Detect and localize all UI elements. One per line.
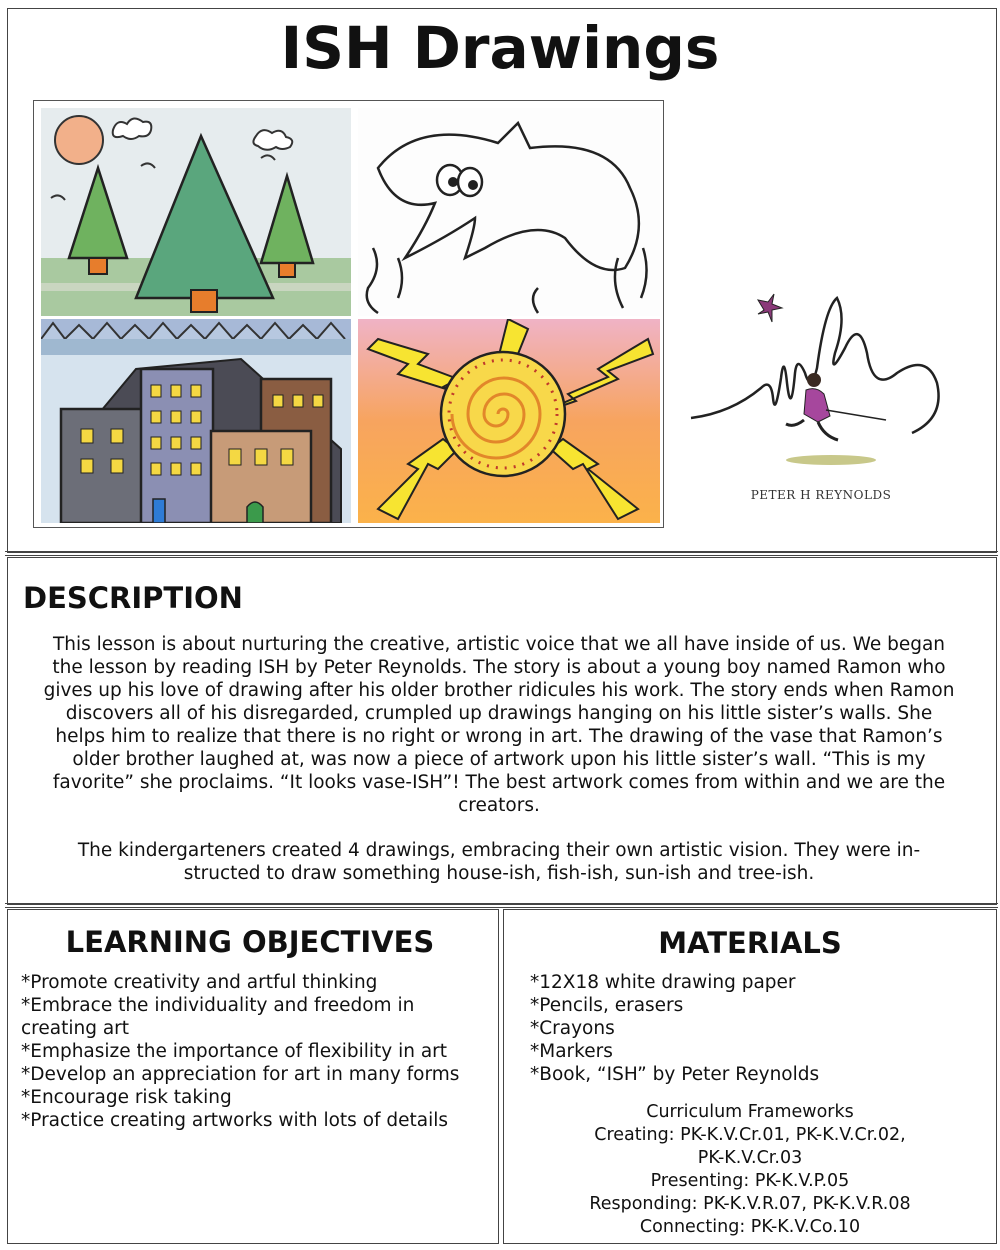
objectives-heading: LEARNING OBJECTIVES [65, 925, 435, 959]
description-heading: DESCRIPTION [23, 581, 243, 615]
materials-heading: MATERIALS [658, 926, 842, 960]
list-item: *Practice creating artworks with lots of details [21, 1110, 449, 1131]
tree-drawing [41, 108, 351, 316]
fish-drawing [358, 108, 660, 316]
section-divider [5, 551, 998, 556]
list-item: *Develop an appreciation for art in many forms [21, 1064, 460, 1085]
book-author: PETER H REYNOLDS [750, 488, 892, 502]
list-item: *Pencils, erasers [530, 995, 684, 1016]
house-drawing [41, 319, 351, 523]
framework-line: Creating: PK-K.V.Cr.01, PK-K.V.Cr.02, PK-K.V.Cr.03 [594, 1125, 906, 1168]
list-item: *Crayons [530, 1018, 615, 1039]
curriculum-frameworks [503, 1101, 997, 1239]
list-item: *12X18 white drawing paper [530, 972, 796, 993]
materials-list [530, 971, 980, 1086]
framework-line: Responding: PK-K.V.R.07, PK-K.V.R.08 [589, 1194, 911, 1214]
book-cover-image [686, 280, 956, 520]
list-item: *Embrace the individuality and freedom in creating art [21, 995, 415, 1039]
list-item: *Book, “ISH” by Peter Reynolds [530, 1064, 820, 1085]
list-item: *Emphasize the importance of flexibility in art [21, 1041, 448, 1062]
framework-line: Connecting: PK-K.V.Co.10 [639, 1217, 861, 1237]
sun-drawing [358, 319, 660, 523]
section-divider [5, 903, 998, 908]
description-paragraph-2: The kindergarteners created 4 drawings, embracing their own artistic vision. They were in-structed to draw something house-ish, fish-ish, sun-ish and tree-ish. [77, 840, 921, 884]
page-title: ISH Drawings [280, 14, 720, 82]
description-paragraph-1: This lesson is about nurturing the creative, artistic voice that we all have inside of us. We began the lesson by reading ISH by Peter Reynolds. The story is about a young boy named Ramon who gives up his love of drawing after his older brother ridicules his work. The story ends when Ramon discovers all of his disregarded, crumpled up drawings hanging on his little sister’s walls. She helps him to realize that there is no right or wrong in art. The drawing of the vase that Ramon’s older brother laughed at, was now a piece of artwork upon his little sister’s wall. “This is my favorite” she proclaims. “It looks vase-ISH”! The best artwork comes from within and we are the creators. [43, 634, 955, 816]
list-item: *Encourage risk taking [21, 1087, 232, 1108]
student-artwork-collage [33, 100, 664, 528]
list-item: *Promote creativity and artful thinking [21, 972, 378, 993]
framework-line: Presenting: PK-K.V.P.05 [650, 1171, 850, 1191]
objectives-list [21, 971, 491, 1132]
list-item: *Markers [530, 1041, 613, 1062]
frameworks-heading: Curriculum Frameworks [646, 1102, 854, 1122]
